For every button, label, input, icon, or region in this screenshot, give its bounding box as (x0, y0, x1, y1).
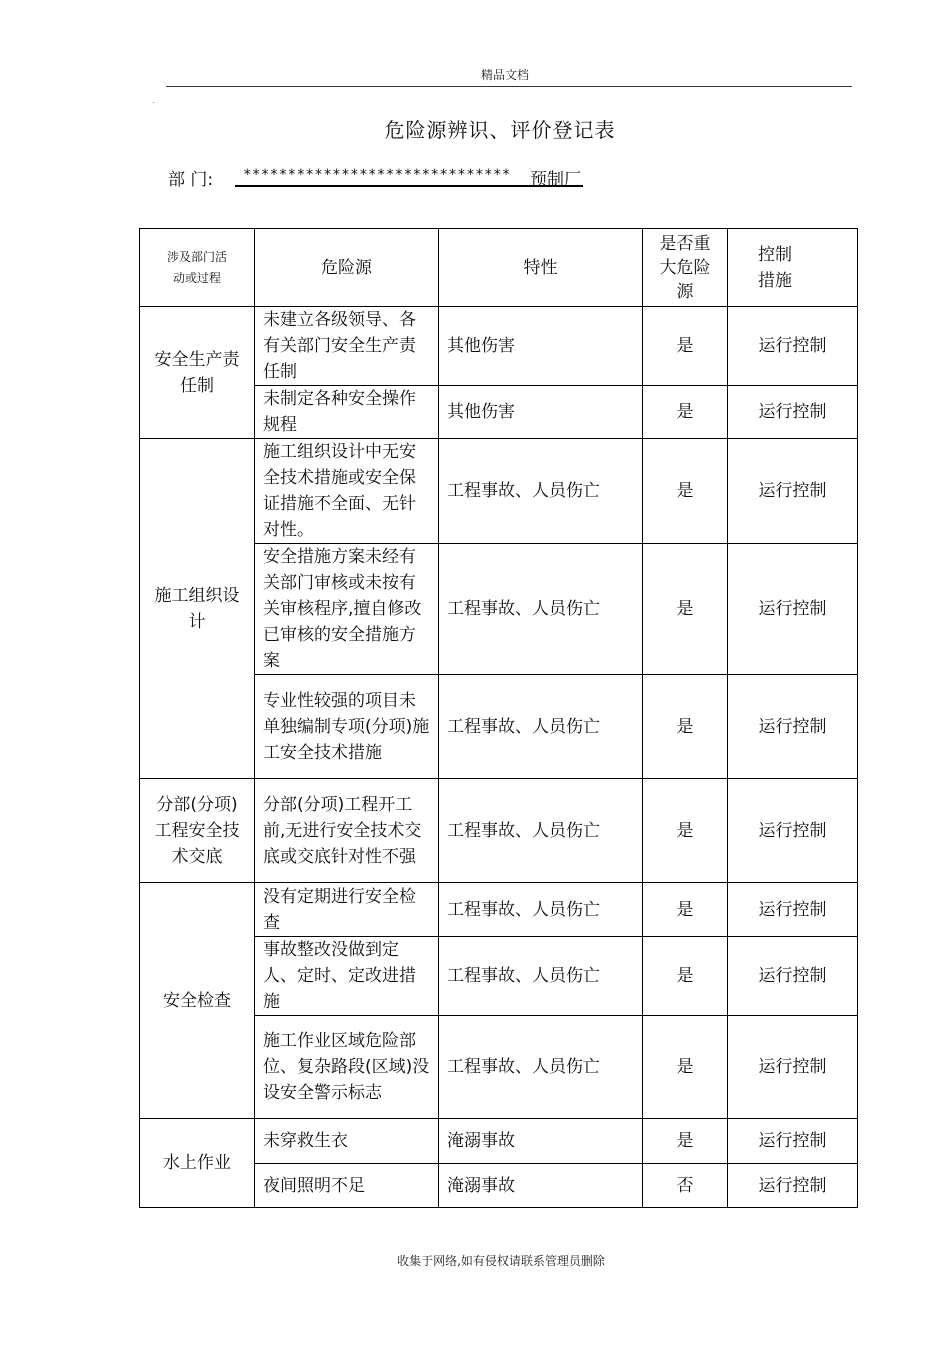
characteristic-cell: 工程事故、人员伤亡 (439, 439, 643, 544)
major-hazard-cell: 是 (643, 883, 728, 937)
control-measure-cell: 运行控制 (728, 1164, 858, 1208)
hazard-cell: 夜间照明不足 (255, 1164, 439, 1208)
page-footer: 收集于网络,如有侵权请联系管理员删除 (397, 1254, 605, 1268)
header-hazard: 危险源 (255, 229, 439, 307)
control-measure-cell: 运行控制 (728, 779, 858, 883)
header-major: 是否重大危险源 (643, 229, 728, 307)
characteristic-cell: 工程事故、人员伤亡 (439, 883, 643, 937)
control-measure-cell: 运行控制 (728, 439, 858, 544)
control-measure-cell: 运行控制 (728, 1016, 858, 1119)
control-measure-cell: 运行控制 (728, 675, 858, 779)
department-label: 部 门: (168, 170, 214, 190)
hazard-cell: 未建立各级领导、各有关部门安全生产责任制 (255, 307, 439, 386)
hazard-cell: 施工作业区域危险部位、复杂路段(区域)没设安全警示标志 (255, 1016, 439, 1119)
department-mask: ****************************** (243, 167, 511, 183)
major-hazard-cell: 是 (643, 439, 728, 544)
hazard-cell: 未穿救生衣 (255, 1119, 439, 1164)
hazard-cell: 没有定期进行安全检查 (255, 883, 439, 937)
major-hazard-cell: 是 (643, 1016, 728, 1119)
major-hazard-cell: 是 (643, 937, 728, 1016)
activity-cell: 水上作业 (140, 1119, 255, 1208)
table-header-row (140, 229, 858, 307)
characteristic-cell: 工程事故、人员伤亡 (439, 937, 643, 1016)
hazard-cell: 安全措施方案未经有关部门审核或未按有关审核程序,擅自修改已审核的安全措施方案 (255, 544, 439, 675)
activity-cell: 安全生产责任制 (140, 307, 255, 439)
page-title: 危险源辨识、评价登记表 (384, 118, 616, 142)
header-characteristic: 特性 (439, 229, 643, 307)
control-measure-cell: 运行控制 (728, 307, 858, 386)
hazard-cell: 事故整改没做到定人、定时、定改进措施 (255, 937, 439, 1016)
characteristic-cell: 其他伤害 (439, 386, 643, 439)
control-measure-cell: 运行控制 (728, 1119, 858, 1164)
department-name: 预制厂 (530, 170, 581, 190)
hazard-cell: 专业性较强的项目未单独编制专项(分项)施工安全技术措施 (255, 675, 439, 779)
hazard-cell: 未制定各种安全操作规程 (255, 386, 439, 439)
major-hazard-cell: 是 (643, 675, 728, 779)
header-rule (166, 86, 852, 87)
characteristic-cell: 淹溺事故 (439, 1119, 643, 1164)
table-row (140, 883, 858, 937)
control-measure-cell: 运行控制 (728, 386, 858, 439)
characteristic-cell: 工程事故、人员伤亡 (439, 1016, 643, 1119)
hazard-cell: 施工组织设计中无安全技术措施或安全保证措施不全面、无针对性。 (255, 439, 439, 544)
hazard-cell: 分部(分项)工程开工前,无进行安全技术交底或交底针对性不强 (255, 779, 439, 883)
major-hazard-cell: 是 (643, 307, 728, 386)
table-row (140, 779, 858, 883)
department-field (235, 165, 583, 190)
characteristic-cell: 其他伤害 (439, 307, 643, 386)
major-hazard-cell: 是 (643, 1119, 728, 1164)
characteristic-cell: 工程事故、人员伤亡 (439, 544, 643, 675)
header-activity: 涉及部门活动或过程 (140, 229, 255, 307)
page-header: 精品文档 (480, 68, 529, 82)
major-hazard-cell: 是 (643, 779, 728, 883)
activity-cell: 分部(分项)工程安全技术交底 (140, 779, 255, 883)
major-hazard-cell: 否 (643, 1164, 728, 1208)
hazard-register-table (139, 228, 858, 1208)
major-hazard-cell: 是 (643, 544, 728, 675)
header-dot: . (152, 96, 155, 105)
characteristic-cell: 工程事故、人员伤亡 (439, 779, 643, 883)
table-row (140, 439, 858, 544)
major-hazard-cell: 是 (643, 386, 728, 439)
activity-cell: 安全检查 (140, 883, 255, 1119)
header-control: 控制措施 (728, 229, 858, 307)
control-measure-cell: 运行控制 (728, 937, 858, 1016)
table-row (140, 307, 858, 386)
control-measure-cell: 运行控制 (728, 544, 858, 675)
activity-cell: 施工组织设计 (140, 439, 255, 779)
table-row (140, 1119, 858, 1164)
table-body (140, 307, 858, 1208)
characteristic-cell: 淹溺事故 (439, 1164, 643, 1208)
control-measure-cell: 运行控制 (728, 883, 858, 937)
characteristic-cell: 工程事故、人员伤亡 (439, 675, 643, 779)
